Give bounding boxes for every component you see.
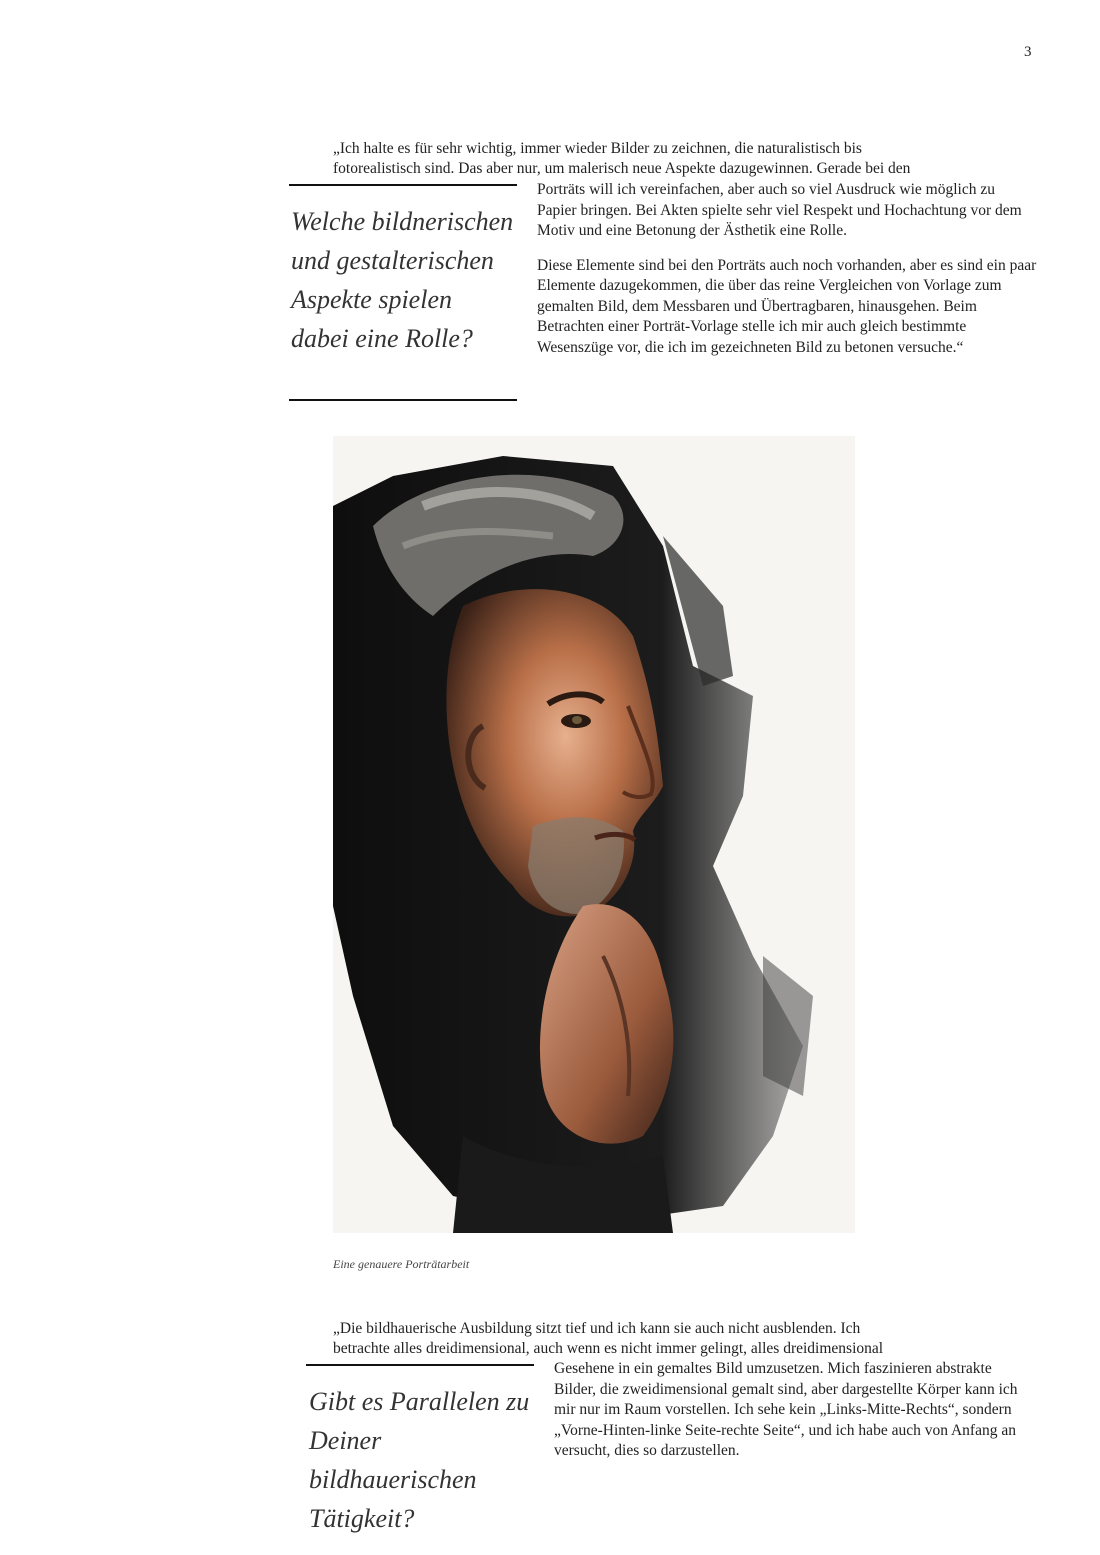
section2-intro [333, 1319, 1033, 1359]
question-line: bildhauerischen [309, 1465, 477, 1494]
question-bottom-rule [289, 399, 517, 401]
section1-intro [333, 139, 1033, 179]
paragraph: Diese Elemente sind bei den Porträts auch noch vorhanden, aber es sind ein paar Elemente dazugekommen, die über das reine Vergleichen von Vorlage zum gemalten Bild, dem Messbaren und Übertragbaren, hinausgehen. Beim Betrachten einer Porträt-Vorlage stelle ich mir auch gleich bestimmte Wesenszüge vor, die ich im gezeichneten Bild zu betonen versuche.“ [537, 256, 1037, 356]
intro-line: „Ich halte es für sehr wichtig, immer wieder Bilder zu zeichnen, die naturalistisch bis [333, 140, 862, 157]
question-line: Aspekte spielen [291, 285, 452, 314]
section1-question [291, 202, 531, 358]
intro-line: „Die bildhauerische Ausbildung sitzt tief und ich kann sie auch nicht ausblenden. Ich [333, 1320, 861, 1337]
section2-question [309, 1382, 549, 1538]
intro-line: fotorealistisch sind. Das aber nur, um malerisch neue Aspekte dazugewinnen. Gerade bei den [333, 160, 911, 177]
question-line: und gestalterischen [291, 246, 494, 275]
question-line: Welche bildnerischen [291, 207, 514, 236]
question-top-rule [306, 1364, 534, 1366]
figure-caption: Eine genauere Porträtarbeit [333, 1257, 470, 1271]
question-line: Tätigkeit? [309, 1504, 415, 1533]
question-line: Deiner [309, 1426, 382, 1455]
question-line: dabei eine Rolle? [291, 324, 473, 353]
section1-body [537, 180, 1037, 372]
paragraph: Gesehene in ein gemaltes Bild umzusetzen. Mich faszinieren abstrakte Bilder, die zweidimensional gemalt sind, aber dargestellte Körper kann ich mir nur im Raum vorstellen. Ich sehe kein „Links-Mitte-Rechts“, sondern „Vorne-Hinten-linke Seite-rechte Seite“, und ich habe auch von Anfang an versucht, dies so darzustellen. [554, 1360, 1018, 1459]
section2-body [554, 1359, 1034, 1476]
intro-line: betrachte alles dreidimensional, auch wenn es nicht immer gelingt, alles dreidimensional [333, 1340, 884, 1357]
page-number: 3 [1024, 44, 1032, 60]
question-top-rule [289, 184, 517, 186]
portrait-painting [333, 436, 855, 1233]
question-line: Gibt es Parallelen zu [309, 1387, 530, 1416]
paragraph: Porträts will ich vereinfachen, aber auch so viel Ausdruck wie möglich zu Papier bringen. Bei Akten spielte sehr viel Respekt und Hochachtung vor dem Motiv und eine Betonung der Ästhetik eine Rolle. [537, 181, 1022, 239]
portrait-image [333, 436, 855, 1233]
